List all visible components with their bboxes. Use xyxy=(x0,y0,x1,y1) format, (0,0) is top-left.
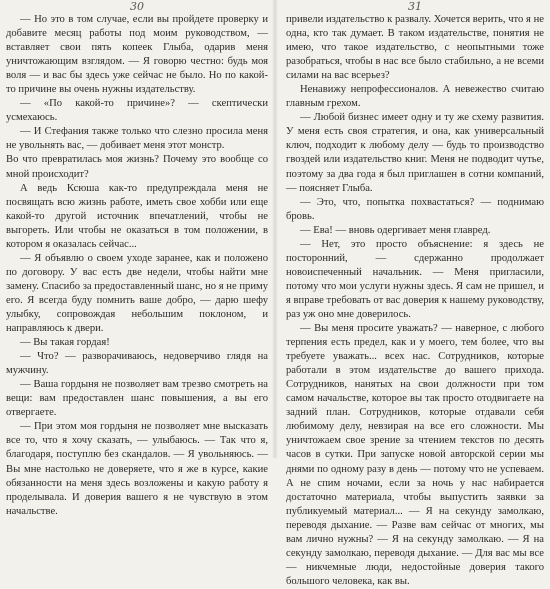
paragraph: — Нет, это просто объяснение: я здесь не посторонний, — сдержанно продолжает новоиспеченный начальник. — Меня пригласили, потому что мои услуги нужны здесь. Я сам не пришел, и я вправе требовать от вас доверия к нашему руководству, раз уж оно мне доверилось. xyxy=(286,238,544,320)
paragraph: — Но это в том случае, если вы пройдете проверку и добавите месяц работы под моим руководством, — вставляет свои пять копеек Глыба, одарив меня уничтожающим взглядом. — Я говорю честно: будь моя воля — и вас бы здесь уже сейчас не было. Но по какой-то причине вы очень нужны издательству. xyxy=(6,14,268,96)
left-page xyxy=(0,0,274,517)
paragraph: — И Стефания также только что слезно просила меня не увольнять вас, — добивает меня этот монстр. xyxy=(6,126,268,152)
paragraph: — Это, что, попытка похвастаться? — поднимаю бровь. xyxy=(286,196,544,222)
paragraph: — Вы такая гордая! xyxy=(20,337,110,349)
paragraph: — Ева! — вновь одергивает меня главред. xyxy=(300,224,491,236)
paragraph: А ведь Ксюша как-то предупреждала меня не посвящать всю жизнь работе, иметь свое хобби или еще какой-то другой источник впечатлений, чтобы не выгореть. Или чтобы не оказаться в том положении, в котором я оказалась сейчас... xyxy=(6,182,268,250)
paragraph: — Вы меня просите уважать? — наверное, с любого терпения есть предел, как и у моего, тем более, что вы требуете уважать... всех нас. Сотрудников, которые работали в этом издательстве до вашего прихода. Сотрудников, нанятых на свои должности при том самом начальстве, которое вы так просто отодвигаете на задний план. Сотрудников, которые отдавали себя любимому делу, невзирая на все его сложности. Мы уничтожаем свое зрение за чтением текстов по десять часов в сутки. При запуске новой авторской серии мы днями по одному разу в день — потому что не успеваем. А не спим ночами, если за ночь у нас набирается достаточно материала, чтобы выпустить заявки за публикуемый материал... — Я на секунду замолкаю, переводя дыхание. — Разве вам сейчас от многих, мы вам лично нужны? — Я на секунду замолкаю. — Я на секунду замолкаю, переводя дыхание. — Для вас мы все — никчемные люди, недостойные доверия такого большого человека, как вы. xyxy=(286,323,544,587)
paragraph: привели издательство к развалу. Хочется верить, что я не одна, кто так думает. В таком издательстве, понятия не имею, что такое издательство, с неопытными тоже разобраться, чтобы в нас все было стабильно, а не всеми силами на вас всерьез? xyxy=(286,14,544,82)
paragraph: — При этом моя гордыня не позволяет мне высказать все то, что я хочу сказать, — улыбаюсь. — Так что я, благодаря, поступлю без скандалов. — Я увольняюсь. — Вы мне настолько не доверяете, что я же в курсе, какие обязанности на меня здесь возложены и какую работу я проделывала. И доверия вашего я не чувствую в этом начальстве. xyxy=(6,421,268,517)
paragraph: — Что? — разворачиваюсь, недоверчиво глядя на мужчину. xyxy=(6,351,268,377)
right-page-text xyxy=(286,13,544,589)
right-page xyxy=(276,0,550,587)
paragraph: Во что превратилась моя жизнь? Почему это вообще со мной происходит? xyxy=(6,154,268,180)
left-page-text xyxy=(6,13,268,519)
paragraph: — Ваша гордыня не позволяет вам трезво смотреть на вещи: вам предоставлен шанс повышения, а вы его отвергаете. xyxy=(6,379,268,419)
paragraph: — Любой бизнес имеет одну и ту же схему развития. У меня есть своя стратегия, и она, как универсальный ключ, подходит к любому делу — будь то производство гвоздей или издательство книг. Меня не подводит чутье, поэтому за два года я был приглашен в сотни компаний, — поясняет Глыба. xyxy=(286,112,544,194)
page-number-right: 31 xyxy=(408,0,422,13)
page-number-left: 30 xyxy=(130,0,144,13)
paragraph: — Я объявлю о своем уходе заранее, как и положено по договору. У вас есть две недели, чтобы найти мне замену. Спасибо за предоставленный шанс, но я не приму его. Я всегда буду помнить ваше добро, — дарю шефу улыбку, сопровождая небольшим поклоном, и направляюсь к двери. xyxy=(6,252,268,335)
paragraph: Ненавижу непрофессионалов. А невежество считаю главным грехом. xyxy=(286,84,544,110)
paragraph: — «По какой-то причине»? — скептически усмехаюсь. xyxy=(6,98,268,124)
